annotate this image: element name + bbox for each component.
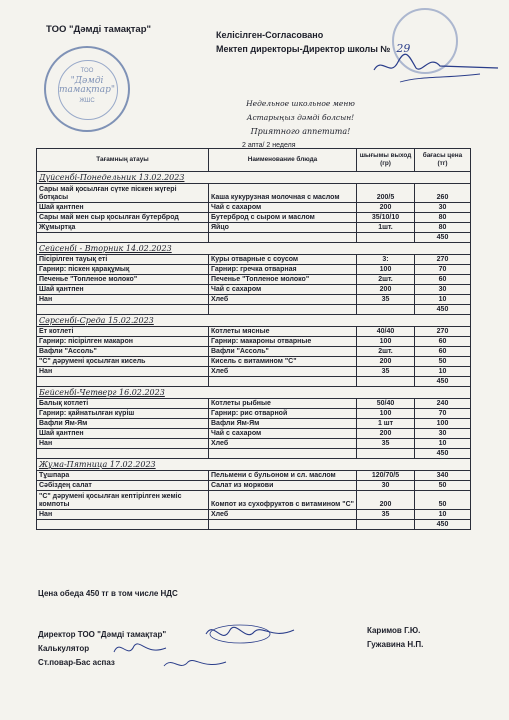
- dish-output: 100: [357, 265, 415, 275]
- dish-name-ru: Чай с сахаром: [209, 285, 357, 295]
- calculator-label: Калькулятор: [38, 644, 90, 653]
- total-empty-cell: [357, 449, 415, 459]
- table-row: [37, 223, 471, 233]
- dish-output: 50/40: [357, 399, 415, 409]
- dish-price: 70: [415, 265, 471, 275]
- dish-name-kz: Гарнир: пісірілген макарон: [37, 337, 209, 347]
- dish-name-kz: Нан: [37, 367, 209, 377]
- dish-name-ru: Котлеты рыбные: [209, 399, 357, 409]
- dish-name-ru: Котлеты мясные: [209, 327, 357, 337]
- dish-price: 80: [415, 213, 471, 223]
- dish-price: 50: [415, 491, 471, 510]
- table-row: [37, 510, 471, 520]
- day-header-row: [37, 387, 471, 399]
- stamp-line-1: ТОО: [80, 68, 94, 74]
- day-title: Бейсенбі-Четверг 16.02.2023: [37, 387, 471, 399]
- dish-output: 200/5: [357, 184, 415, 203]
- menu-title: Недельное школьное меню: [246, 99, 355, 108]
- dish-name-kz: Тұшпара: [37, 471, 209, 481]
- greeting-kz: Астарыңыз дәмді болсын!: [246, 113, 355, 122]
- dish-name-ru: Гарнир: рис отварной: [209, 409, 357, 419]
- dish-name-ru: Хлеб: [209, 367, 357, 377]
- dish-name-kz: Жұмыртқа: [37, 223, 209, 233]
- dish-name-kz: Гарнир: піскен қарақұмық: [37, 265, 209, 275]
- dish-name-ru: Компот из сухофруктов с витамином "С": [209, 491, 357, 510]
- total-empty-cell: [357, 233, 415, 243]
- dish-price: 10: [415, 439, 471, 449]
- day-header-row: [37, 315, 471, 327]
- day-header-row: [37, 172, 471, 184]
- table-row: [37, 367, 471, 377]
- dish-name-ru: Кисель с витамином "С": [209, 357, 357, 367]
- total-empty-cell: [37, 377, 209, 387]
- table-row: [37, 347, 471, 357]
- table-row: [37, 471, 471, 481]
- day-title: Сейсенбі - Вторник 14.02.2023: [37, 243, 471, 255]
- dish-price: 10: [415, 510, 471, 520]
- dish-output: 2шт.: [357, 275, 415, 285]
- total-empty-cell: [357, 305, 415, 315]
- calculator-name: Гужавина Н.П.: [367, 640, 424, 649]
- table-row: [37, 481, 471, 491]
- total-row: [37, 520, 471, 530]
- column-header-output: шығымы выход (гр): [357, 149, 415, 172]
- dish-price: 60: [415, 347, 471, 357]
- total-row: [37, 377, 471, 387]
- day-title: Дүйсенбі-Понедельник 13.02.2023: [37, 172, 471, 184]
- cook-label: Ст.повар-Бас аспаз: [38, 658, 115, 667]
- dish-price: 270: [415, 327, 471, 337]
- dish-output: 30: [357, 481, 415, 491]
- dish-output: 1шт.: [357, 223, 415, 233]
- dish-output: 35: [357, 295, 415, 305]
- dish-name-ru: Гарнир: макароны отварные: [209, 337, 357, 347]
- table-row: [37, 439, 471, 449]
- table-row: [37, 265, 471, 275]
- table-row: [37, 419, 471, 429]
- dish-output: 35: [357, 439, 415, 449]
- dish-name-ru: Чай с сахаром: [209, 429, 357, 439]
- director-signature: [370, 48, 500, 88]
- table-row: [37, 357, 471, 367]
- dish-price: 260: [415, 184, 471, 203]
- total-empty-cell: [37, 305, 209, 315]
- menu-table: [36, 148, 471, 530]
- dish-price: 10: [415, 295, 471, 305]
- dish-output: 3:: [357, 255, 415, 265]
- dish-price: 10: [415, 367, 471, 377]
- table-row: [37, 203, 471, 213]
- greeting-ru: Приятного аппетита!: [250, 127, 351, 136]
- school-number: 29: [396, 42, 411, 55]
- dish-output: 35: [357, 510, 415, 520]
- stamp-line-2: "Дәмді: [70, 76, 104, 86]
- total-empty-cell: [209, 233, 357, 243]
- table-row: [37, 409, 471, 419]
- dish-name-ru: Хлеб: [209, 295, 357, 305]
- dish-price: 240: [415, 399, 471, 409]
- cook-signature: [160, 652, 230, 676]
- dish-name-kz: "С" дәрумені қосылған кисель: [37, 357, 209, 367]
- dish-price: 50: [415, 481, 471, 491]
- total-empty-cell: [209, 377, 357, 387]
- dish-price: 340: [415, 471, 471, 481]
- dish-name-ru: Салат из моркови: [209, 481, 357, 491]
- dish-name-ru: Хлеб: [209, 439, 357, 449]
- organization-name: ТОО "Дәмді тамақтар": [46, 24, 151, 35]
- table-row: [37, 491, 471, 510]
- dish-name-kz: Гарнир: қайнатылған күріш: [37, 409, 209, 419]
- dish-name-kz: Вафли "Ассоль": [37, 347, 209, 357]
- table-row: [37, 213, 471, 223]
- dish-output: 100: [357, 409, 415, 419]
- dish-price: 30: [415, 429, 471, 439]
- dish-price: 50: [415, 357, 471, 367]
- approval-title: Келісілген-Согласовано: [216, 30, 324, 40]
- total-row: [37, 233, 471, 243]
- dish-name-kz: Балық котлеті: [37, 399, 209, 409]
- column-header-kz: Тағамның атауы: [37, 149, 209, 172]
- dish-name-kz: Пісірілген тауық еті: [37, 255, 209, 265]
- day-total: 450: [415, 233, 471, 243]
- dish-name-ru: Гарнир: гречка отварная: [209, 265, 357, 275]
- table-row: [37, 429, 471, 439]
- day-header-row: [37, 243, 471, 255]
- dish-name-ru: Вафли Ям-Ям: [209, 419, 357, 429]
- signatures-right: [367, 624, 423, 652]
- dish-name-ru: Хлеб: [209, 510, 357, 520]
- dish-price: 30: [415, 285, 471, 295]
- stamp-line-3: тамақтар": [59, 85, 115, 95]
- dish-price: 30: [415, 203, 471, 213]
- dish-name-ru: Печенье "Топленое молоко": [209, 275, 357, 285]
- dish-output: 40/40: [357, 327, 415, 337]
- menu-table-body: [37, 172, 471, 530]
- table-header-row: [37, 149, 471, 172]
- total-row: [37, 449, 471, 459]
- dish-name-kz: Шай қантпен: [37, 429, 209, 439]
- total-row: [37, 305, 471, 315]
- dish-name-kz: Ет котлеті: [37, 327, 209, 337]
- total-empty-cell: [357, 520, 415, 530]
- dish-name-kz: Сары май қосылған сүтке піскен жүгері ботқасы: [37, 184, 209, 203]
- day-total: 450: [415, 449, 471, 459]
- dish-price: 270: [415, 255, 471, 265]
- table-row: [37, 295, 471, 305]
- dish-price: 60: [415, 337, 471, 347]
- director-company-signature: [200, 616, 300, 650]
- dish-output: 200: [357, 357, 415, 367]
- column-header-price: бағасы цена (тг): [415, 149, 471, 172]
- dish-name-kz: "С" дәрумені қосылған кептірілген жеміс компоты: [37, 491, 209, 510]
- dish-output: 35: [357, 367, 415, 377]
- dish-output: 2шт.: [357, 347, 415, 357]
- dish-name-kz: Нан: [37, 295, 209, 305]
- week-label: 2 апта/ 2 неделя: [242, 142, 296, 149]
- table-row: [37, 255, 471, 265]
- dish-price: 60: [415, 275, 471, 285]
- total-empty-cell: [37, 520, 209, 530]
- table-row: [37, 399, 471, 409]
- table-row: [37, 285, 471, 295]
- dish-price: 80: [415, 223, 471, 233]
- dish-name-kz: Нан: [37, 439, 209, 449]
- dish-output: 120/70/5: [357, 471, 415, 481]
- total-empty-cell: [357, 377, 415, 387]
- column-header-ru: Наименование блюда: [209, 149, 357, 172]
- table-row: [37, 275, 471, 285]
- dish-output: 200: [357, 429, 415, 439]
- total-empty-cell: [209, 305, 357, 315]
- dish-name-kz: Сары май мен сыр қосылған бутерброд: [37, 213, 209, 223]
- dish-name-kz: Печенье "Топленое молоко": [37, 275, 209, 285]
- dish-output: 35/10/10: [357, 213, 415, 223]
- total-empty-cell: [37, 449, 209, 459]
- day-total: 450: [415, 520, 471, 530]
- dish-name-ru: Чай с сахаром: [209, 203, 357, 213]
- stamp-line-4: ЖШС: [79, 98, 95, 104]
- dish-output: 200: [357, 203, 415, 213]
- dish-name-ru: Пельмени с бульоном и сл. маслом: [209, 471, 357, 481]
- dish-name-kz: Нан: [37, 510, 209, 520]
- day-title: Жұма-Пятница 17.02.2023: [37, 459, 471, 471]
- day-total: 450: [415, 305, 471, 315]
- dish-output: 100: [357, 337, 415, 347]
- dish-output: 1 шт: [357, 419, 415, 429]
- dish-price: 100: [415, 419, 471, 429]
- director-name: Каримов Г.Ю.: [367, 626, 421, 635]
- dish-name-kz: Шай қантпен: [37, 285, 209, 295]
- total-empty-cell: [209, 449, 357, 459]
- dish-output: 200: [357, 285, 415, 295]
- total-empty-cell: [37, 233, 209, 243]
- day-title: Сәрсенбі-Среда 15.02.2023: [37, 315, 471, 327]
- table-row: [37, 184, 471, 203]
- price-note: Цена обеда 450 тг в том числе НДС: [38, 589, 178, 598]
- approval-role-text: Мектеп директоры-Директор школы №: [216, 44, 391, 54]
- dish-name-kz: Сәбіздең салат: [37, 481, 209, 491]
- dish-name-ru: Бутерброд с сыром и маслом: [209, 213, 357, 223]
- dish-name-ru: Каша кукурузная молочная с маслом: [209, 184, 357, 203]
- dish-output: 200: [357, 491, 415, 510]
- table-row: [37, 327, 471, 337]
- dish-name-kz: Шай қантпен: [37, 203, 209, 213]
- dish-name-kz: Вафли Ям-Ям: [37, 419, 209, 429]
- dish-name-ru: Яйцо: [209, 223, 357, 233]
- director-label: Директор ТОО "Дәмді тамақтар": [38, 630, 167, 639]
- dish-name-ru: Вафли "Ассоль": [209, 347, 357, 357]
- table-row: [37, 337, 471, 347]
- dish-name-ru: Куры отварные с соусом: [209, 255, 357, 265]
- day-total: 450: [415, 377, 471, 387]
- day-header-row: [37, 459, 471, 471]
- total-empty-cell: [209, 520, 357, 530]
- dish-price: 70: [415, 409, 471, 419]
